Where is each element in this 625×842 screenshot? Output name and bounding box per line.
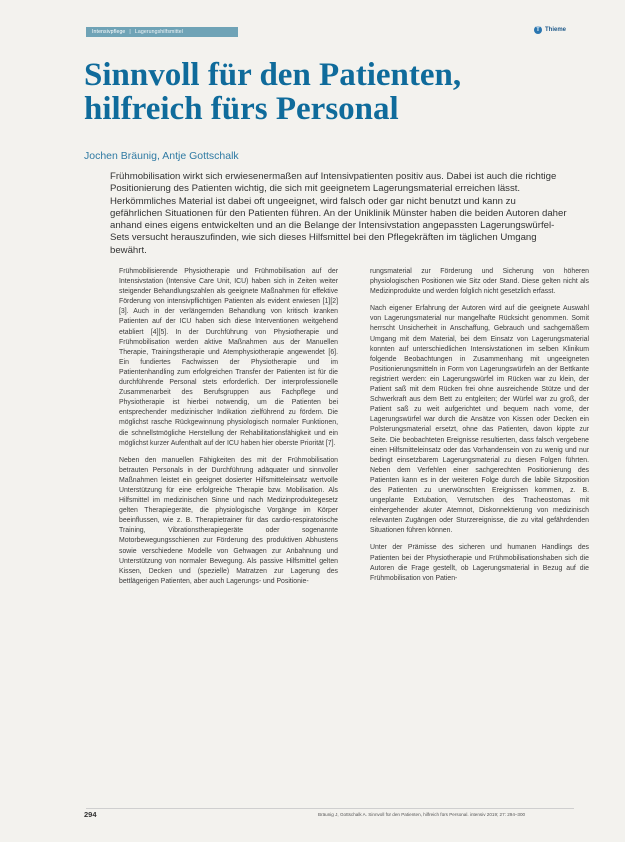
- page-number: 294: [84, 810, 97, 819]
- footer-divider: [86, 808, 574, 809]
- body-column-right: [370, 267, 589, 591]
- body-paragraph: Nach eigener Erfahrung der Autoren wird auf die geeignete Auswahl von Lagerungsmaterial nur mangelhafte Rücksicht genommen. Somit herrscht Unsicherheit in Anschaffung, Gebrauch und sachgemäßem Umgang mit dem Material, bei dem Einsatz von Lagerungsmaterial konnten auf unterschiedlichen Intensivstationen im selben Klinikum folgende Beobachtungen in Zusammenhang mit ungeeigneten Positionierungsmitteln in Form von Lagerungswürfeln an der Bettkante registriert werden: ein Lagerungswürfel im Rücken war zu klein, der Patient saß mit dem Rücken frei ohne ausreichende Stütze und der Schwerkraft aus dem Bett zu entgleiten; der Würfel war zu groß, der Patient saß zu weit aufgerichtet und bequem nach vorne, der Lagerungswürfel war durch die Ansätze von Kissen oder Decken ein Polsterungsmaterial ersetzt, ohne das Patienten, davon kippte zur Seite. Die beobachteten Ereignisse resultierten, dass falsch vergebene einen Hilfsmitteleinsatz oder das Vorhandensein von zu wenig und nur bedingt einsetzbarem Lagerungsmaterial zu diesen Folgen führten. Neben dem Verfehlen einer sachgerechten Positionierung des Patienten kann es in der weiteren Folge durch die labile Sitzposition des Patienten zu unerwünschten Ereignissen kommen, z. B. ungeplante Extubation, Verrutschen des Tracheostomas mit einhergehender akuter Atemnot, Diskonnektierung von medizinisch relevanten Zugängen oder Sturzereignisse, die zu vital gefährdenden Situationen führen können.: [370, 305, 589, 535]
- article-title: [84, 58, 564, 126]
- publisher-brand: [534, 26, 566, 34]
- body-paragraph: rungsmaterial zur Förderung und Sicherung von höheren physiologischen Positionen wie Sitz oder Stand. Diese gelten nicht als Medizinprodukte und werden folglich nicht gesetzlich erfasst.: [370, 268, 589, 296]
- article-title-line-1: Sinnvoll für den Patienten,: [84, 57, 462, 93]
- body-paragraph: Unter der Prämisse des sicheren und humanen Handlings des Patienten bei der Physiotherapie und Frühmobilisationshaben sich die Autoren die Frage gestellt, ob Lagerungsmaterial in Bezug auf die Frühmobilisation von Patien-: [370, 544, 589, 582]
- body-column-left: [119, 267, 338, 594]
- body-paragraph: Neben den manuellen Fähigkeiten des mit der Frühmobilisation betrauten Personals in der Durchführung adäquater und sinnvoller Maßnahmen leistet ein geeignet dosierter Hilfsmitteleinsatz wertvolle Unterstützung für eine erfolgreiche Therapie bzw. Mobilisation. Als Hilfsmittel im medizinischen Sinne und nach Medizinproduktegesetz gelten Therapiegeräte, die physiologische Vorgänge im Körper beeinflussen, wie z. B. Therapietrainer für das cardio-respiratorische Training, Vibrationstherapiegeräte oder sogenannte Motorbewegungsschienen zur Förderung des produktiven Abhustens sowie verschiedene Modelle von Gehwagen zur Anbahnung und Unterstützung von normaler Bewegung. Als passive Hilfsmittel gelten Kissen, Decken und (spezielle) Matratzen zur Lagerung des bettlägerigen Patienten, aber auch Lagerungs- und Positionie-: [119, 456, 338, 585]
- section-header-band: [86, 27, 238, 37]
- subsection-label: Lagerungshilfsmittel: [134, 29, 184, 35]
- article-title-line-2: hilfreich fürs Personal: [84, 91, 399, 127]
- section-separator: |: [129, 29, 131, 35]
- footer-citation: Bräunig J, Gottschalk A. Sinnvoll für den Patienten, hilfreich fürs Personal. intensiv 2019; 27: 294–300: [318, 812, 526, 817]
- body-paragraph: Frühmobilisierende Physiotherapie und Frühmobilisation auf der Intensivstation (Intensive Care Unit, ICU) haben sich in Zeiten weiter steigender Behandlungszahlen als geeignete Maßnahmen für effektive Förderung von intensivpflichtigen Patienten als evident erwiesen [1][2][3]. Auch in der verlängernden Behandlung von kritisch kranken Patienten auf der ICU haben sich diese Interventionen weitgehend etabliert [4][5]. In der Durchführung von Physiotherapie und Frühmobilisation werden aktive Maßnahmen aus der Manuellen Therapie, Trainingstherapie und Atemphysiotherapie angewendet [6]. Ein fundiertes Fachwissen der Physiotherapie und im Patientenhandling zum erfolgreichen Transfer der Patienten ist für die durchführende Personal stets erforderlich. Der interprofessionelle Zusammenarbeit des Berufsgruppen aus Fachpflege und Physiotherapie ist hierbei notwendig, um die Patienten bei entsprechender medizinischer Indikation zielführend zu fördern. Die möglichst rasche Rückgewinnung physiologisch normaler Funktionen, die schnellstmögliche Herstellung der Rehabilitationsfähigkeit und ein möglichst kurzer Aufenthalt auf der ICU haben hier oberste Priorität [7].: [119, 268, 338, 447]
- publisher-name: Thieme: [545, 27, 567, 33]
- article-lead: Frühmobilisation wirkt sich erwiesenermaßen auf Intensivpatienten positiv aus. Dabei ist auch die richtige Positionierung des Patienten wichtig, die sich mit geeignetem Lagerungsmaterial erreichen lässt. Herkömmliches Material ist dabei oft ungeeignet, wird falsch oder gar nicht benutzt und kann zu gefährlichen Situationen für den Patienten führen. An der Uniklinik Münster haben die beiden Autoren daher anhand eines eigens entwickelten und an die Belange der Intensivstation angepassten Lagerungswürfel-Sets versucht herauszufinden, wie sich dieses Hilfsmittel bei den Pflegekräften im täglichen Umgang bewährt.: [110, 171, 567, 256]
- thieme-logo-icon: T: [534, 26, 542, 34]
- section-label: Intensivpflege: [92, 29, 126, 35]
- article-authors: Jochen Bräunig, Antje Gottschalk: [84, 150, 239, 162]
